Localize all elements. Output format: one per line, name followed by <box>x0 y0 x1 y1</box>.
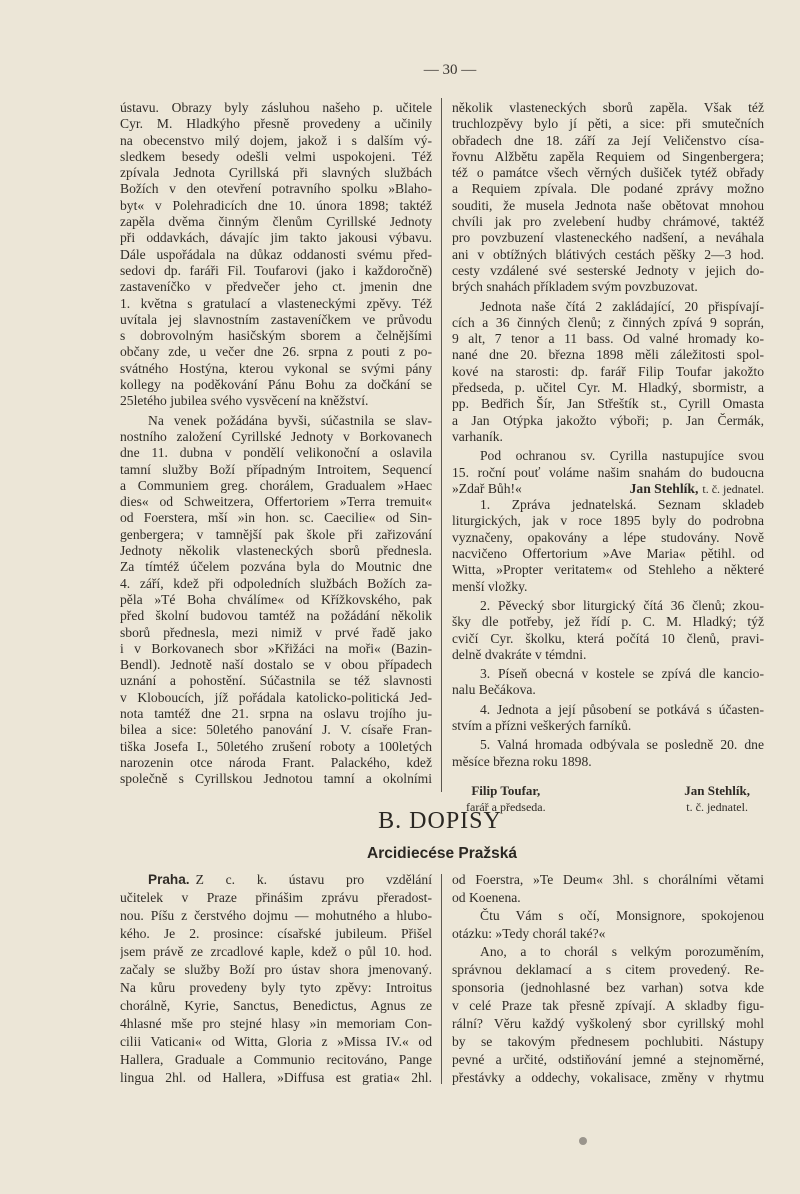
text-line: cích a 36 činných členů; z činných zpívá 9 soprán, <box>452 314 764 330</box>
text-line: varhaník. <box>452 428 503 444</box>
text-line: Na venek požádána byvši, súčastnila se slav- <box>148 412 432 428</box>
text-line: nostního založení Cyrillské Jednoty v Borkovanech <box>120 428 432 444</box>
text-line: svátného Hostýna, kterou vykonal se svými pány <box>120 360 432 376</box>
text-line: brých snahách příkladem svým povzbuzovat. <box>452 279 698 295</box>
text-line: pěla »Té Boha chválíme« od Křížkovského, pak <box>120 591 432 607</box>
text-line: cilii Vaticani« od Witta, Gloria z »Missa IV.« od <box>120 1034 432 1049</box>
right-column-bottom <box>452 871 764 1087</box>
text-line: kollegy na poděkování Pánu Bohu za dočkání se <box>120 377 432 393</box>
paragraph <box>452 907 764 943</box>
closing-title: t. č. jednatel. <box>702 481 764 496</box>
ink-spot <box>579 1137 587 1145</box>
text-line: Jednoty několik vlasteneckých sborů přednesla. <box>120 543 432 559</box>
text-line: nacvičeno Offertorium »Ave Maria« pětihl. od <box>452 546 764 562</box>
left-column-top <box>120 100 432 787</box>
text-line: sponsoria (jednohlasné bez varhan) sotva kde <box>452 980 764 995</box>
text-line: Božích v den otevření potravního spolku »Blaho- <box>120 181 432 197</box>
text-line: od Foerstera, mší »in hon. sc. Caecilie« od Sin- <box>120 510 432 526</box>
text-line: Čtu Vám s očí, Monsignore, spokojenou <box>480 908 764 923</box>
text-line: 4. Jednota a její působení se potkává s účasten- <box>480 701 764 717</box>
text-line: 1. května s gratulací a vlasteneckými zpěvy. Též <box>120 295 432 311</box>
signature-name: Jan Stehlík, <box>684 782 750 798</box>
text-line: bilea a sice: 50letého panování J. V. císaře Fran- <box>120 722 432 738</box>
text-line: kého. Je 2. prosince: císařské jubileum. Přišel <box>120 926 432 941</box>
text-line: cvičí Cyr. školku, která počítá 10 členů, pravi- <box>452 630 764 646</box>
text-line: chorálně, Kyrie, Sanctus, Benedictus, Agnus ze <box>120 998 432 1013</box>
text-line: a Communiem greg. chorálem, Gradualem »Haec <box>120 477 432 493</box>
paragraph <box>452 943 764 1087</box>
text-line: i v Borkovanech sbor »Křižáci na moři« (Bazin- <box>120 640 432 656</box>
text-line: správnou deklamací a s citem provedený. Re- <box>452 962 764 977</box>
text-line: a Jan Otýpka jakožto výboři; p. Jan Čermák, <box>452 412 764 428</box>
text-line: od Koenena. <box>452 890 521 905</box>
text-line: uvítala jej slavnostním zastaveníčkem ve průvodu <box>120 311 432 327</box>
text-line: nané dne 20. března 1898 měli záležitosti spol- <box>452 347 764 363</box>
text-line: v Kloboucích, jíž pořádala katolicko-politická Jed- <box>120 689 432 705</box>
text-line: otázku: »Tedy chorál také?« <box>452 926 606 941</box>
column-divider-bottom <box>441 874 442 1084</box>
text-line: dne 11. dubna v pondělí velikonoční a oslavila <box>120 445 432 461</box>
text-line: Bendl). Jednotě naší dostalo se v obou případech <box>120 657 432 673</box>
text-line: předseda, p. učitel Cyr. M. Hladký, sbormistr, a <box>452 380 764 396</box>
right-column-top <box>452 100 764 815</box>
text-line: cesty vzdálené své sesterské Jednoty v jejich do- <box>452 262 764 278</box>
text-line: genbergera; v tamnější pak škole při zařizování <box>120 526 432 542</box>
text-line: měsíce března roku 1898. <box>452 753 592 769</box>
text-line: občany zde, u večer dne 26. srpna z pouti z po- <box>120 344 432 360</box>
text-line: v celé Praze tak přesně zpívají. A skladby figu- <box>452 998 764 1013</box>
column-divider <box>441 98 442 792</box>
text-line: uznání a pohostění. Súčastnila se též slavnosti <box>120 673 432 689</box>
text-line: Na kůru provedeny byly tyto zpěvy: Introitus <box>120 980 432 995</box>
text-line: 1. Zpráva jednatelská. Seznam skladeb <box>480 497 764 513</box>
text-line: společně s Cyrillskou Jednotou tamní a okolními <box>120 771 432 787</box>
paragraph <box>452 100 764 296</box>
closing-signatory: Jan Stehlík, <box>629 480 699 496</box>
text-line: šky dle potřeby, jež řídí p. C. M. Hladký; týž <box>452 614 764 630</box>
paragraph-lead: Praha. <box>148 872 190 887</box>
text-line: 9 alt, 7 tenor a 11 bass. Od valné hromady ko- <box>452 331 764 347</box>
text-line: chvíli jak pro zvelebení hudby chrámové, taktéž <box>452 214 764 230</box>
text-line: zastaveníčko v předvečer jeho ct. jmenin dne <box>120 279 432 295</box>
text-line: delně dvakráte v témdni. <box>452 646 587 662</box>
paragraph <box>452 299 764 446</box>
page-number: — 30 — <box>423 62 477 78</box>
text-line: před školní budovou tamtéž na požádání několik <box>120 608 432 624</box>
text-line: narozenin otce národa Frant. Palackého, kdež <box>120 754 432 770</box>
section-subheading: Arcidiecése Pražská <box>367 845 517 862</box>
text-line <box>120 871 432 889</box>
text-line: Ano, a to chorál s velkým porozuměním, <box>480 944 764 959</box>
text-line: též o památce všech věrných dušiček tytéž obřady <box>452 165 764 181</box>
section-heading: B. DOPISY <box>378 808 502 834</box>
text-line: pro povzbuzení vlasteneckého nadšení, a neváhala <box>452 230 764 246</box>
text-line: stvím a přízni veškerých farníků. <box>452 717 632 733</box>
paragraph <box>452 497 764 595</box>
text-line: tiška Josefa I., 50letého zrušení roboty a 100letých <box>120 738 432 754</box>
text-line: nou. Píšu z čerstvého dojmu — mohutného a hlubo- <box>120 908 432 923</box>
paragraph <box>120 871 432 1087</box>
text-line: sborů přednesla, mezi nimiž v prvé řadě jako <box>120 624 432 640</box>
text-line: truchlozpěvy bylo jí pěti, a sice: při smutečních <box>452 116 764 132</box>
text-line: souditi, že musela Jednota naše obětovat mnohou <box>452 197 764 213</box>
text-line: a Requiem zpívala. Dle podané zprávy možno <box>452 181 764 197</box>
text-line: sedovi dp. faráři Fil. Toufarovi (jako i každoročně) <box>120 262 432 278</box>
text-line: s dobrovolným hasičským sborem a čelnějšími <box>120 328 432 344</box>
text-line: rální? Věru každý vyškolený sbor cyrillský mohl <box>452 1016 764 1031</box>
text-line: Za tímtéž účelem pozvána byla do Moutnic dne <box>120 559 432 575</box>
left-column-bottom <box>120 871 432 1087</box>
signature-title: t. č. jednatel. <box>686 799 748 814</box>
text-line: vyznačeny, opakovány a lépe studovány. Nově <box>452 529 764 545</box>
text-line: zpívala Jednota Cyrillská při slavných službách <box>120 165 432 181</box>
text-line: zapěla dvěma činným členům Cyrillské Jednoty <box>120 214 432 230</box>
paragraph <box>120 413 432 788</box>
closing-line <box>452 481 764 497</box>
text-line-content: Z c. k. ústavu pro vzdělání <box>195 872 432 887</box>
text-line: 15. roční pouť voláme našim snahám do budoucna <box>452 464 764 480</box>
text-line: 3. Píseň obecná v kostele se zpívá dle kancio- <box>480 666 764 682</box>
text-line: nota tamtéž dne 21. srpna na oslavu trojího ju- <box>120 705 432 721</box>
paragraph <box>120 100 432 410</box>
text-line: dies« od Schweitzera, Offertoriem »Terra tremuit« <box>120 494 432 510</box>
text-line: obřadech dne 18. září za Její Veličenstvo císa- <box>452 132 764 148</box>
text-line: na obecenstvo milý dojem, jakož i s dalším vý- <box>120 132 432 148</box>
paragraph <box>452 702 764 735</box>
text-line: 2. Pěvecký sbor liturgický čítá 36 členů; zkou- <box>480 597 764 613</box>
text-line: pp. Bedřich Šír, Jan Střeštík st., Cyrill Omasta <box>452 396 764 412</box>
text-line: Cyr. M. Hladkýho přesně provedeny a učinily <box>120 116 432 132</box>
paragraph <box>452 448 764 481</box>
text-line: Witta, »Propter veritatem« od Stehleho a některé <box>452 562 764 578</box>
text-line: od Foerstra, »Te Deum« 3hl. s chorálními větami <box>452 872 764 887</box>
text-line: při oddavkách, dávajíc jim takto jakousi výbavu. <box>120 230 432 246</box>
text-line: 4. září, kdež při odpoledních službách Božích za- <box>120 575 432 591</box>
text-line: učitelek v Praze přinášim zprávu přeradost- <box>120 890 432 905</box>
signature-title: farář a předseda. <box>466 799 546 814</box>
text-line: menší vložky. <box>452 578 528 594</box>
text-line: několik vlasteneckých sborů zapěla. Však též <box>452 100 764 115</box>
paragraph <box>452 737 764 770</box>
text-line: liturgických, jak v roce 1895 byly do podrobna <box>452 513 764 529</box>
closing-greeting: »Zdař Bůh!« <box>452 480 522 496</box>
text-line: kové na starosti: dp. farář Filip Toufar jakožto <box>452 363 764 379</box>
text-line: ani v obtížných blátivých cestách pěšky 2—3 hod. <box>452 246 764 262</box>
text-line: Hallera, Graduale a Communio recitováno, Pange <box>120 1052 432 1067</box>
text-line: Jednota naše čítá 2 zakládající, 20 přispívají- <box>480 298 764 314</box>
text-line: byt« v Polehradicích dne 10. února 1898; taktéž <box>120 197 432 213</box>
signature-name: Filip Toufar, <box>471 782 541 798</box>
paragraph <box>452 871 764 907</box>
text-line: přestávky a oddechy, vokalisace, změny v rhytmu <box>452 1070 764 1085</box>
text-line: Pod ochranou sv. Cyrilla nastupujíce svou <box>480 448 764 464</box>
text-line: jsem právě ze zrcadlové kaple, kdež o půl 10. hod. <box>120 944 432 959</box>
text-line: tamní služby Boží případným Introitem, Sequencí <box>120 461 432 477</box>
text-line: Dále uspořádala na důkaz oddanosti svému před- <box>120 246 432 262</box>
text-line: by se takovým přednesem pochlubiti. Nástupy <box>452 1034 764 1049</box>
paragraph <box>452 666 764 699</box>
text-line: nalu Bečákova. <box>452 682 536 698</box>
text-line: ústavu. Obrazy byly zásluhou našeho p. učitele <box>120 100 432 115</box>
text-line: sledkem besedy odešli velmi uspokojeni. Též <box>120 148 432 164</box>
text-line: pevné a určité, odstiňování jemné a stejnoměrné, <box>452 1052 764 1067</box>
paragraph <box>452 598 764 663</box>
text-line: lingua 2hl. od Hallera, »Diffusa est gratia« 2hl. <box>120 1070 432 1085</box>
text-line: 4hlasné mše pro stejné hlasy »in memoriam Con- <box>120 1016 432 1031</box>
text-line: 5. Valná hromada odbývala se posledně 20. dne <box>480 737 764 753</box>
text-line: začaly se služby Boží pro ústav shora jmenovaný. <box>120 962 432 977</box>
text-line: řovnu Alžbětu zapěla Requiem od Singenbergera; <box>452 148 764 164</box>
text-line: 25letého jubilea svého vysvěcení na kněžství. <box>120 393 369 409</box>
